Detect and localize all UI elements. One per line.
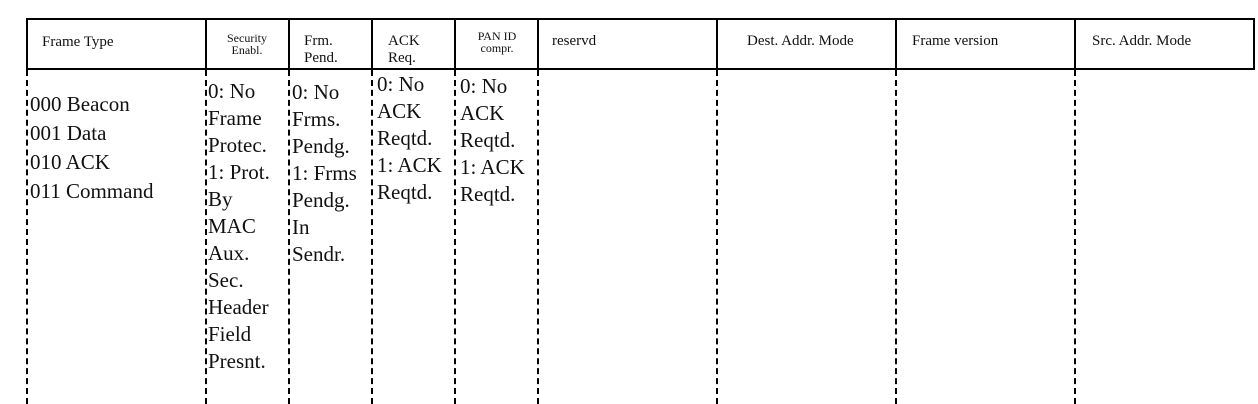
column-boundary-dashed — [537, 70, 539, 404]
column-boundary-dashed — [371, 70, 373, 404]
header-frame-type: Frame Type — [42, 34, 114, 50]
column-boundary-dashed — [454, 70, 456, 404]
header-frame-version: Frame version — [912, 33, 999, 49]
column-boundary-dashed — [716, 70, 718, 404]
column-boundary-dashed — [205, 70, 207, 404]
header-divider — [1074, 19, 1076, 69]
header-ack-request: ACK Req. — [388, 33, 420, 66]
header-src-addr-mode: Src. Addr. Mode — [1092, 33, 1192, 49]
header-pan-id-compression: PAN ID compr. — [477, 29, 517, 55]
header-divider — [537, 19, 539, 69]
header-divider — [205, 19, 207, 69]
header-divider — [454, 19, 456, 69]
header-frame-pending: Frm. Pend. — [304, 33, 338, 66]
column-boundary-dashed — [1074, 70, 1076, 404]
cell-security-enabled-values: 0: No Frame Protec. 1: Prot. By MAC Aux. Sec. Header Field Presnt. — [208, 79, 270, 373]
header-security-enabled: Security Enabl. — [227, 31, 267, 57]
header-reserved: reservd — [552, 33, 597, 49]
column-boundary-dashed — [895, 70, 897, 404]
cell-pan-id-compression-values: 0: No ACK Reqtd. 1: ACK Reqtd. — [460, 74, 525, 206]
cell-frame-pending-values: 0: No Frms. Pendg. 1: Frms Pendg. In Sendr. — [292, 80, 357, 266]
column-boundary-dashed — [288, 70, 290, 404]
cell-frame-type-values: 000 Beacon 001 Data 010 ACK 011 Command — [30, 92, 154, 203]
column-boundary-dashed — [26, 70, 28, 404]
header-divider — [288, 19, 290, 69]
header-divider — [716, 19, 718, 69]
header-divider — [895, 19, 897, 69]
cell-ack-request-values: 0: No ACK Reqtd. 1: ACK Reqtd. — [377, 72, 442, 204]
header-dest-addr-mode: Dest. Addr. Mode — [747, 33, 854, 49]
header-divider — [371, 19, 373, 69]
